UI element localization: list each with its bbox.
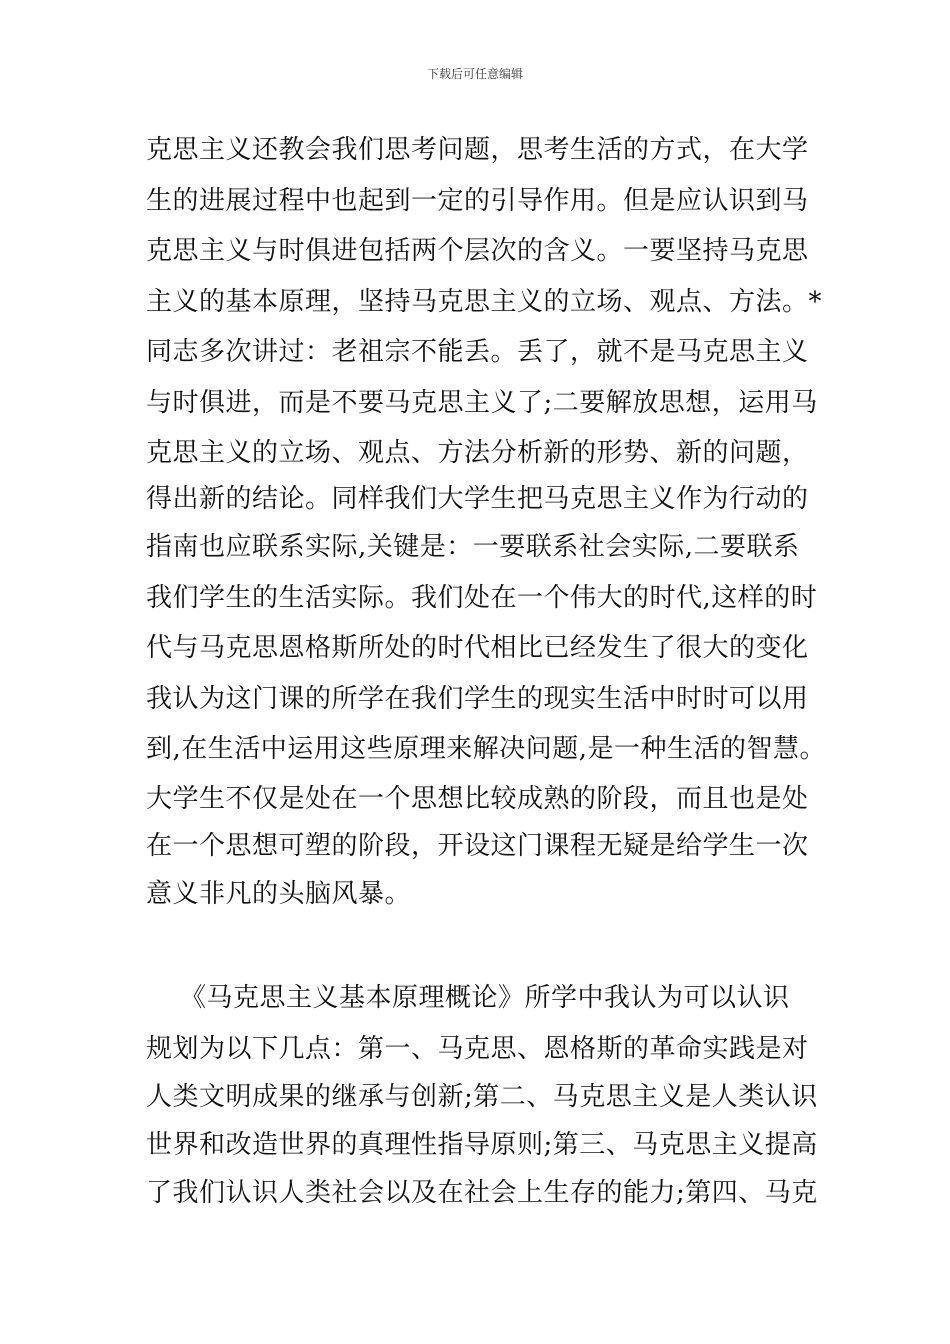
paragraph-2-line-2: 规划为以下几点：第一、马克思、恩格斯的革命实践是对 bbox=[146, 1034, 809, 1064]
paragraph-1-line-4: 主义的基本原理，坚持马克思主义的立场、观点、方法。* bbox=[146, 287, 823, 317]
paragraph-1-line-11: 代与马克思恩格斯所处的时代相比已经发生了很大的变化 bbox=[146, 633, 809, 663]
paragraph-2-line-3: 人类文明成果的继承与创新;第二、马克思主义是人类认识 bbox=[146, 1082, 818, 1112]
paragraph-1-line-5: 同志多次讲过：老祖宗不能丢。丢了，就不是马克思主义 bbox=[146, 337, 809, 367]
paragraph-1-line-6: 与时俱进，而是不要马克思主义了;二要解放思想，运用马 bbox=[146, 388, 818, 418]
paragraph-1-line-2: 生的进展过程中也起到一定的引导作用。但是应认识到马 bbox=[146, 186, 809, 216]
paragraph-2-line-5: 了我们认识人类社会以及在社会上生存的能力;第四、马克 bbox=[146, 1178, 818, 1208]
paragraph-1-line-13: 到,在生活中运用这些原理来解决问题,是一种生活的智慧。 bbox=[146, 734, 827, 764]
paragraph-1-line-7: 克思主义的立场、观点、方法分析新的形势、新的问题， bbox=[146, 438, 809, 468]
paragraph-1-line-15: 在一个思想可塑的阶段，开设这门课程无疑是给学生一次 bbox=[146, 831, 809, 861]
paragraph-1-line-12: 我认为这门课的所学在我们学生的现实生活中时时可以用 bbox=[146, 684, 809, 714]
paragraph-1-line-3: 克思主义与时俱进包括两个层次的含义。一要坚持马克思 bbox=[146, 236, 809, 266]
paragraph-1-line-8: 得出新的结论。同样我们大学生把马克思主义作为行动的 bbox=[146, 484, 809, 514]
paragraph-2-line-1: 《马克思主义基本原理概论》所学中我认为可以认识 bbox=[180, 983, 790, 1013]
page-header: 下载后可任意编辑 bbox=[426, 67, 523, 81]
paragraph-1-line-9: 指南也应联系实际,关键是：一要联系社会实际,二要联系 bbox=[146, 532, 800, 562]
paragraph-1-line-14: 大学生不仅是处在一个思想比较成熟的阶段，而且也是处 bbox=[146, 784, 809, 814]
paragraph-1-line-16: 意义非凡的头脑风暴。 bbox=[146, 879, 412, 909]
paragraph-1-line-10: 我们学生的生活实际。我们处在一个伟大的时代,这样的时 bbox=[146, 583, 818, 613]
paragraph-2-line-4: 世界和改造世界的真理性指导原则;第三、马克思主义提高 bbox=[146, 1130, 818, 1160]
paragraph-1-line-1: 克思主义还教会我们思考问题，思考生活的方式，在大学 bbox=[146, 135, 809, 165]
